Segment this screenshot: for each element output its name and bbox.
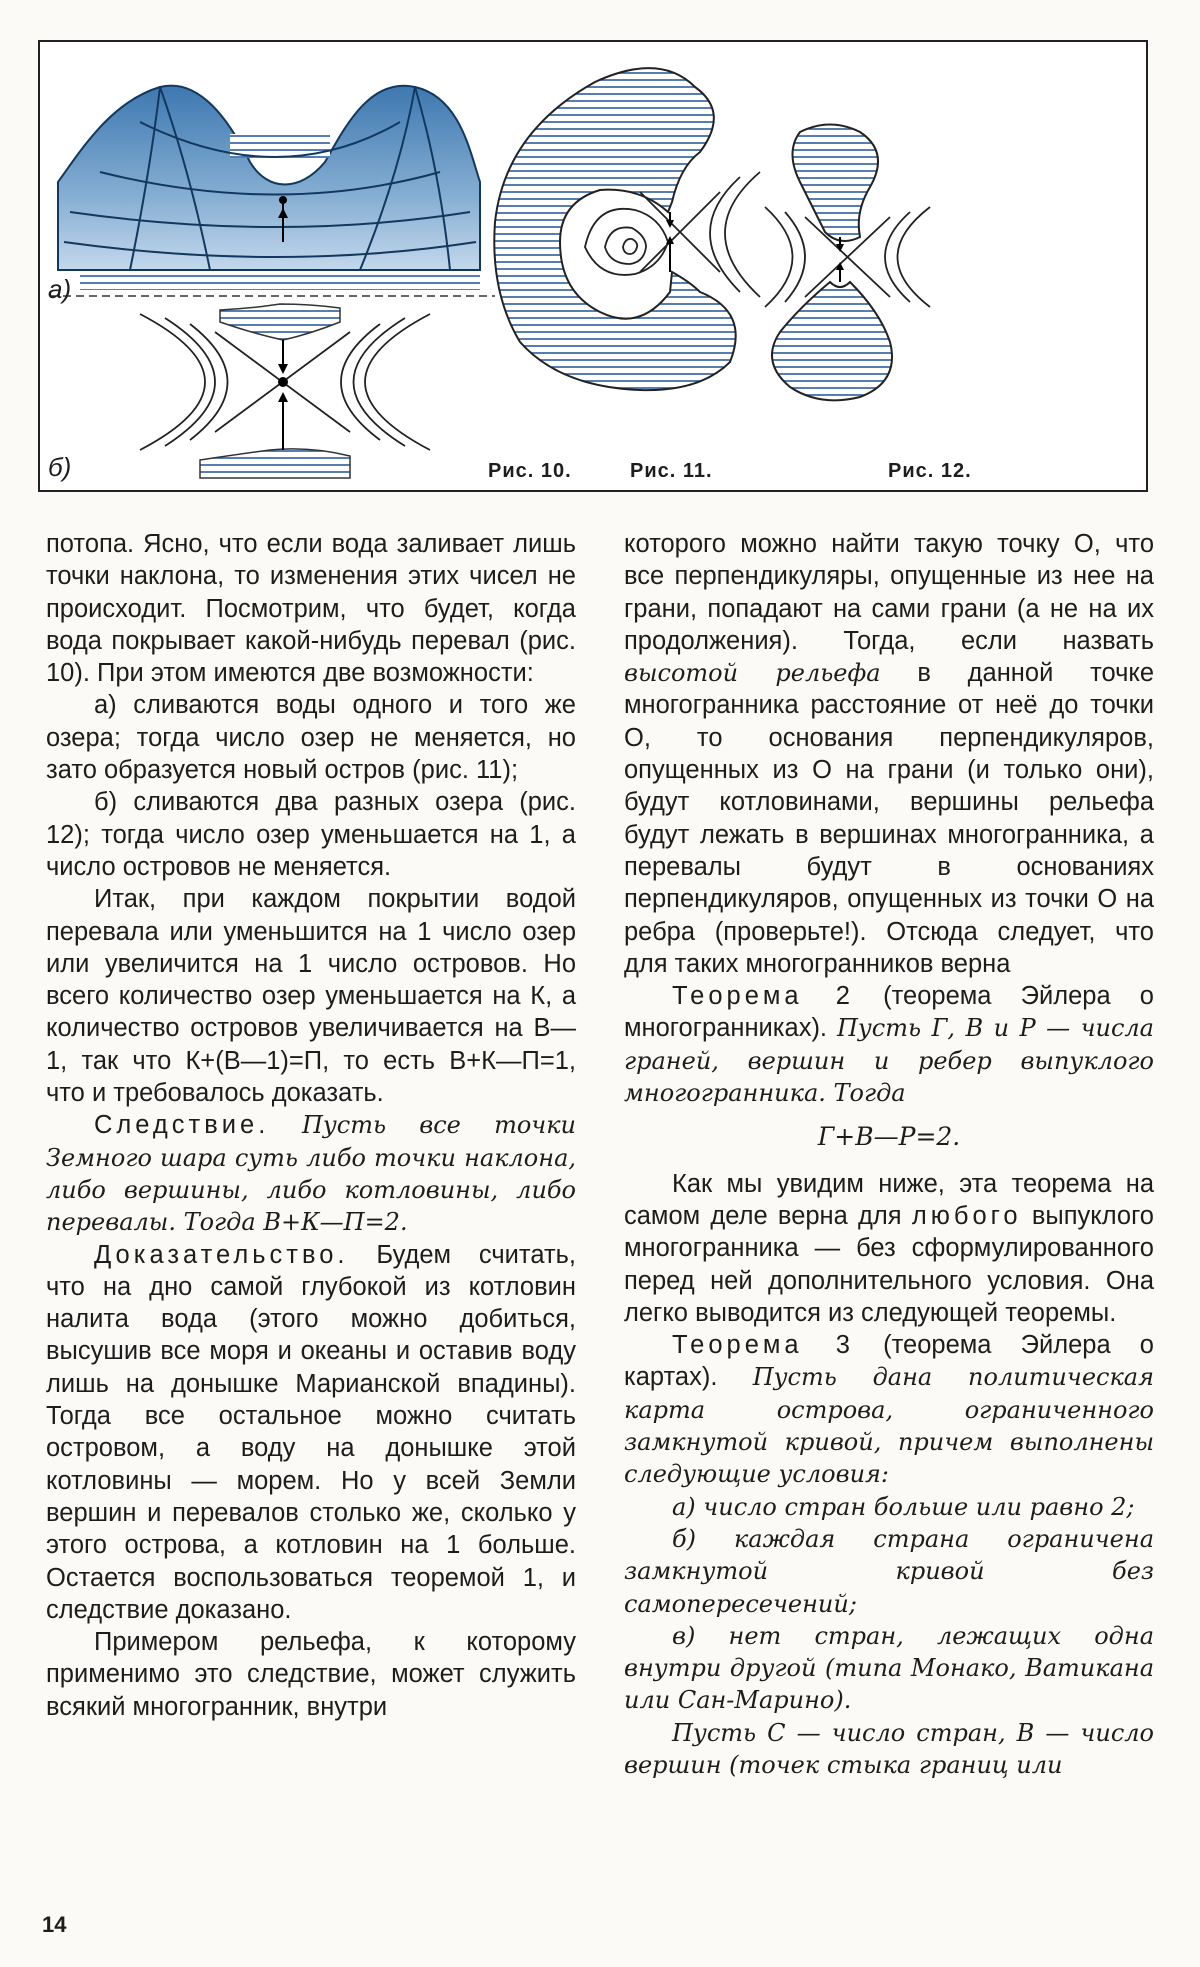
- panel-b-label: б): [48, 452, 72, 482]
- lc-p4: Итак, при каждом покрытии водой перевала или уменьшится на 1 число озер или увеличится на 1 число островов. Но всего количество озер уменьшается на К, а количество островов увеличивается на В—1, так что К+(В—1)=П, то есть В+К—П=1, что и требовалось доказать.: [46, 885, 576, 1108]
- euler-formula: Г+В—Р=2.: [817, 1122, 961, 1152]
- corollary-text: Пусть все точки Земного шара суть либо точки наклона, либо вершины, либо котловины, либо перевалы. Тогда В+К—П=2.: [46, 1111, 576, 1237]
- rc-p1-b: в данной точке многогранника расстояние от неё до точки О, то основания перпендикуляров, опущенных из О на грани (и только они), будут котловинами, вершины рельефа будут лежать в вершинах многогранника, а перевалы будут в основаниях перпендикуляров, опущенных из точки О на ребра (проверьте!). Отсюда следует, что для таких многогранников верна: [624, 659, 1154, 978]
- rc-p2-a: Как мы увидим ниже, эта теорема на самом деле верна для: [624, 1169, 1154, 1230]
- theorem2-text: Пусть Г, В и Р — числа граней, вершин и ребер выпуклого многогранника. Тогда: [624, 1014, 1154, 1108]
- condition-a: [624, 1491, 1154, 1523]
- fig12-lakes: [765, 125, 930, 401]
- fig10a-surface: [58, 86, 480, 290]
- lc-p5: [46, 1109, 576, 1238]
- rc-p1-a: которого можно найти такую точку О, что все перпендикуляры, опущенные из нее на грани, попадают на сами грани (а не на их продолжения). Тогда, если назвать: [624, 530, 1154, 655]
- proof-heading: Доказательство.: [94, 1240, 349, 1269]
- theorem2-title: (теорема Эйлера о многогранниках).: [624, 982, 1154, 1043]
- proof-text: Будем считать, что на дно самой глубокой из котловин налита вода (этого можно добиться, высушив все моря и океаны и оставив воду лишь на донышке Марианской впадины). Тогда все остальное можно считать островом, а воду на донышке этой котловины — морем. Но у всей Земли вершин и перевалов столько же, сколько у этого острова, а котловин на 1 больше. Остается воспользоваться теоремой 1, и следствие доказано.: [46, 1240, 576, 1624]
- theorem3: [624, 1329, 1154, 1490]
- figure-panel: [38, 40, 1148, 492]
- rc-p2-spaced: любого: [911, 1201, 1022, 1230]
- lc-p6: [46, 1239, 576, 1627]
- left-column: [46, 528, 576, 1723]
- theorem3-heading: Теорема 3: [672, 1331, 854, 1360]
- fig11-caption: Рис. 11.: [630, 460, 713, 482]
- theorem2: [624, 980, 1154, 1109]
- right-column: [624, 528, 1154, 1781]
- condition-b-text: б) каждая страна ограничена замкнутой кривой без самопересечений;: [624, 1524, 1154, 1618]
- panel-a-label: а): [48, 274, 72, 304]
- rc-p2-b: выпуклого многогранника — без сформулированного перед ней дополнительного условия. Она легко выводится из следующей теоремы.: [624, 1201, 1154, 1327]
- rc-last-text: Пусть С — число стран, В — число вершин (точек стыка границ или: [624, 1718, 1154, 1779]
- condition-b: [624, 1523, 1154, 1620]
- condition-c-text: в) нет стран, лежащих одна внутри другой (типа Монако, Ватикана или Сан-Марино).: [624, 1621, 1154, 1715]
- condition-c: [624, 1620, 1154, 1717]
- lc-p7: Примером рельефа, к которому применимо это следствие, может служить всякий многогранник, внутри: [46, 1628, 576, 1721]
- rc-p1-italic: высотой рельефа: [624, 659, 881, 688]
- condition-a-text: а) число стран больше или равно 2;: [672, 1492, 1135, 1521]
- figures-svg: [40, 42, 1146, 490]
- fig10-caption: Рис. 10.: [488, 460, 572, 482]
- page-number: 14: [42, 1912, 67, 1937]
- theorem3-text: Пусть дана политическая карта острова, ограниченного замкнутой кривой, причем выполнены следующие условия:: [624, 1363, 1154, 1489]
- rc-last: [624, 1717, 1154, 1782]
- fig12-caption: Рис. 12.: [888, 460, 972, 482]
- lc-p3: б) сливаются два разных озера (рис. 12); тогда число озер уменьшается на 1, а число островов не меняется.: [46, 788, 576, 881]
- rc-p2: [624, 1168, 1154, 1329]
- rc-p1: [624, 528, 1154, 980]
- fig11-island: [494, 68, 760, 390]
- theorem3-title: (теорема Эйлера о картах).: [624, 1331, 1154, 1392]
- lc-p1: потопа. Ясно, что если вода заливает лишь точки наклона, то изменения этих чисел не происходит. Посмотрим, что будет, когда вода покрывает какой-нибудь перевал (рис. 10). При этом имеются две возможности:: [46, 530, 576, 688]
- corollary-heading: Следствие.: [94, 1111, 270, 1140]
- theorem2-heading: Теорема 2: [672, 982, 854, 1011]
- fig10b-contours: [140, 304, 430, 478]
- lc-p2: а) сливаются воды одного и того же озера; тогда число озер не меняется, но зато образуется новый остров (рис. 11);: [46, 691, 576, 785]
